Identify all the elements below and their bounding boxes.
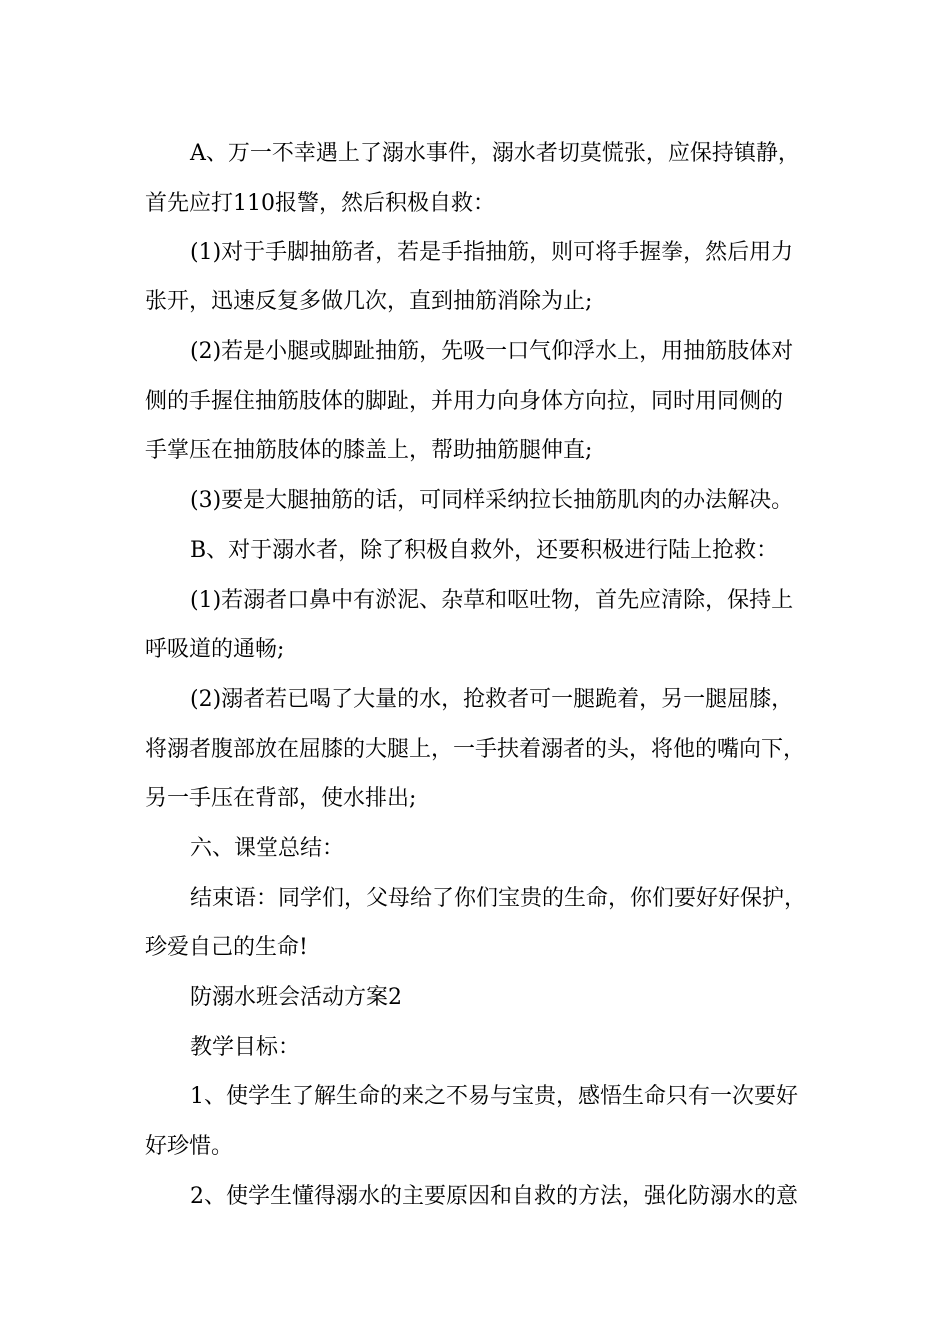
- item-2-line-3: 手掌压在抽筋肢体的膝盖上，帮助抽筋腿伸直;: [145, 438, 593, 463]
- goal-2-line-1: 2、使学生懂得溺水的主要原因和自救的方法，强化防溺水的意: [190, 1184, 798, 1209]
- rescue-item-2-line-1: (2)溺者若已喝了大量的水，抢救者可一腿跪着，另一腿屈膝，: [190, 687, 794, 712]
- closing-line-2: 珍爱自己的生命!: [145, 935, 308, 960]
- goal-1-line-2: 好珍惜。: [145, 1134, 234, 1159]
- item-3-line-1: (3)要是大腿抽筋的话，可同样采纳拉长抽筋肌肉的办法解决。: [190, 488, 794, 513]
- rescue-item-2-line-2: 将溺者腹部放在屈膝的大腿上，一手扶着溺者的头，将他的嘴向下，: [145, 737, 806, 762]
- paragraph-b-line-1: B、对于溺水者，除了积极自救外，还要积极进行陆上抢救：: [190, 538, 779, 563]
- plan-2-title: 防溺水班会活动方案2: [190, 985, 402, 1010]
- item-2-line-2: 侧的手握住抽筋肢体的脚趾，并用力向身体方向拉，同时用同侧的: [145, 389, 784, 414]
- rescue-item-1-line-2: 呼吸道的通畅;: [145, 637, 285, 662]
- item-1-line-2: 张开，迅速反复多做几次，直到抽筋消除为止;: [145, 289, 593, 314]
- teaching-goals-heading: 教学目标：: [190, 1035, 301, 1060]
- paragraph-a-line-1: A、万一不幸遇上了溺水事件，溺水者切莫慌张，应保持镇静，: [190, 141, 800, 166]
- closing-line-1: 结束语：同学们，父母给了你们宝贵的生命，你们要好好保护，: [190, 886, 807, 911]
- item-2-line-1: (2)若是小腿或脚趾抽筋，先吸一口气仰浮水上，用抽筋肢体对: [190, 339, 794, 364]
- rescue-item-1-line-1: (1)若溺者口鼻中有淤泥、杂草和呕吐物，首先应清除，保持上: [190, 588, 794, 613]
- paragraph-a-line-2: 首先应打110报警，然后积极自救：: [145, 191, 495, 216]
- goal-1-line-1: 1、使学生了解生命的来之不易与宝贵，感悟生命只有一次要好: [190, 1084, 798, 1109]
- rescue-item-2-line-3: 另一手压在背部，使水排出;: [145, 786, 417, 811]
- section-six-heading: 六、课堂总结：: [190, 836, 345, 861]
- item-1-line-1: (1)对于手脚抽筋者，若是手指抽筋，则可将手握拳，然后用力: [190, 240, 794, 265]
